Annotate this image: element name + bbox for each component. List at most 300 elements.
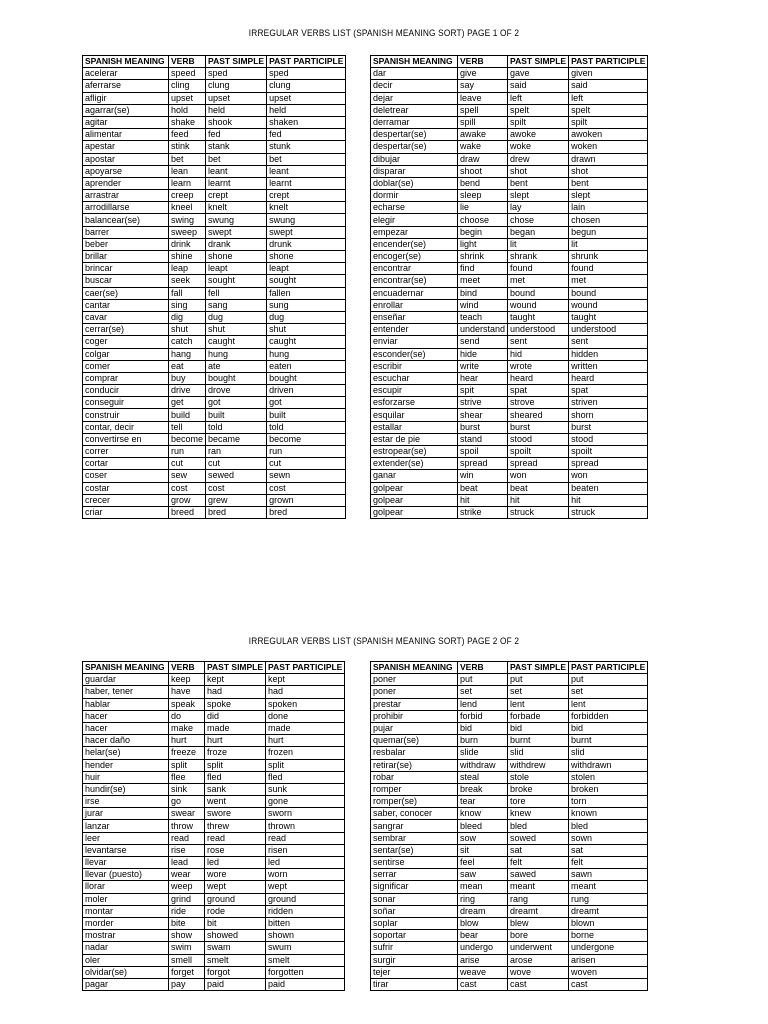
cell-verb: strive (458, 397, 508, 409)
table-row (83, 966, 345, 978)
cell-past-simple: hit (508, 494, 569, 506)
table-row (83, 336, 346, 348)
cell-verb: say (458, 80, 508, 92)
table-row (83, 722, 345, 734)
cell-past-participle: told (267, 421, 346, 433)
cell-verb: shoot (458, 165, 508, 177)
cell-spanish-meaning: afligir (83, 92, 169, 104)
cell-spanish-meaning: dibujar (371, 153, 458, 165)
cell-past-participle: bled (569, 820, 648, 832)
cell-spanish-meaning: balancear(se) (83, 214, 169, 226)
cell-spanish-meaning: estar de pie (371, 433, 458, 445)
table-row (83, 397, 346, 409)
cell-past-simple: made (205, 722, 266, 734)
header-spanish-meaning: SPANISH MEANING (83, 56, 169, 68)
cell-spanish-meaning: estropear(se) (371, 446, 458, 458)
cell-verb: wear (169, 869, 205, 881)
cell-past-simple: slept (508, 190, 569, 202)
cell-verb: shake (169, 116, 206, 128)
cell-spanish-meaning: surgir (371, 954, 458, 966)
table-row (371, 409, 648, 421)
cell-verb: lead (169, 857, 205, 869)
cell-spanish-meaning: costar (83, 482, 169, 494)
cell-past-participle: bid (569, 722, 648, 734)
cell-past-simple: taught (508, 311, 569, 323)
cell-spanish-meaning: esforzarse (371, 397, 458, 409)
cell-spanish-meaning: echarse (371, 202, 458, 214)
cell-past-simple: leapt (206, 263, 267, 275)
cell-past-participle: sworn (266, 808, 345, 820)
cell-past-participle: hidden (569, 348, 648, 360)
cell-verb: hurt (169, 735, 205, 747)
cell-past-simple: wrote (508, 360, 569, 372)
table-row (83, 710, 345, 722)
table-row (371, 942, 648, 954)
table-row (83, 942, 345, 954)
cell-verb: steal (458, 771, 508, 783)
cell-past-simple: held (206, 104, 267, 116)
cell-verb: bind (458, 287, 508, 299)
cell-spanish-meaning: soportar (371, 930, 458, 942)
table-row (83, 494, 346, 506)
cell-verb: understand (458, 324, 508, 336)
cell-past-simple: shook (206, 116, 267, 128)
cell-verb: spit (458, 385, 508, 397)
cell-past-simple: bred (206, 506, 267, 518)
cell-spanish-meaning: cortar (83, 458, 169, 470)
cell-past-simple: upset (206, 92, 267, 104)
cell-verb: find (458, 263, 508, 275)
table-row (371, 153, 648, 165)
cell-verb: rise (169, 844, 205, 856)
cell-verb: beat (458, 482, 508, 494)
cell-spanish-meaning: aferrarse (83, 80, 169, 92)
cell-past-participle: split (266, 759, 345, 771)
table-row (371, 857, 648, 869)
cell-verb: keep (169, 674, 205, 686)
table-row (371, 287, 648, 299)
table-row (83, 674, 345, 686)
cell-spanish-meaning: nadar (83, 942, 169, 954)
table-row (83, 820, 345, 832)
cell-past-participle: spat (569, 385, 648, 397)
table-row (371, 893, 648, 905)
cell-past-simple: sat (508, 844, 569, 856)
table-row (371, 385, 648, 397)
cell-spanish-meaning: leer (83, 832, 169, 844)
cell-verb: feel (458, 857, 508, 869)
cell-past-participle: shrunk (569, 251, 648, 263)
cell-verb: learn (169, 177, 206, 189)
table-row (371, 165, 648, 177)
cell-past-participle: cast (569, 978, 648, 990)
cell-verb: hide (458, 348, 508, 360)
cell-past-simple: built (206, 409, 267, 421)
cell-past-participle: held (267, 104, 346, 116)
cell-past-participle: bent (569, 177, 648, 189)
cell-spanish-meaning: despertar(se) (371, 141, 458, 153)
cell-verb: dream (458, 905, 508, 917)
table-row (83, 869, 345, 881)
cell-spanish-meaning: deletrear (371, 104, 458, 116)
cell-spanish-meaning: coger (83, 336, 169, 348)
cell-past-simple: underwent (508, 942, 569, 954)
table-row (83, 202, 346, 214)
cell-past-participle: chosen (569, 214, 648, 226)
cell-past-simple: became (206, 433, 267, 445)
cell-spanish-meaning: criar (83, 506, 169, 518)
cell-past-participle: crept (267, 190, 346, 202)
cell-spanish-meaning: conseguir (83, 397, 169, 409)
table-row (83, 238, 346, 250)
table-row (83, 446, 346, 458)
cell-spanish-meaning: llorar (83, 881, 169, 893)
cell-past-participle: paid (266, 978, 345, 990)
table-row (371, 820, 648, 832)
cell-past-simple: hurt (205, 735, 266, 747)
cell-verb: spell (458, 104, 508, 116)
header-past-participle: PAST PARTICIPLE (569, 56, 648, 68)
cell-verb: dig (169, 311, 206, 323)
cell-past-simple: rose (205, 844, 266, 856)
cell-past-participle: put (569, 674, 648, 686)
cell-past-participle: sunk (266, 783, 345, 795)
table-row (371, 494, 648, 506)
table-row (371, 686, 648, 698)
cell-past-simple: showed (205, 930, 266, 942)
cell-past-participle: bitten (266, 917, 345, 929)
cell-past-participle: shorn (569, 409, 648, 421)
cell-verb: lend (458, 698, 508, 710)
cell-spanish-meaning: cerrar(se) (83, 324, 169, 336)
page-2-right-table (370, 661, 648, 991)
table-row (83, 190, 346, 202)
table-row (83, 263, 346, 275)
cell-spanish-meaning: coser (83, 470, 169, 482)
cell-verb: swear (169, 808, 205, 820)
table-row (371, 275, 648, 287)
table-row (371, 446, 648, 458)
cell-past-simple: spat (508, 385, 569, 397)
cell-verb: know (458, 808, 508, 820)
table-row (83, 857, 345, 869)
table-row (83, 686, 345, 698)
cell-verb: sing (169, 299, 206, 311)
cell-verb: break (458, 783, 508, 795)
cell-verb: shear (458, 409, 508, 421)
cell-past-simple: stole (508, 771, 569, 783)
cell-spanish-meaning: apestar (83, 141, 169, 153)
table-row (371, 978, 648, 990)
cell-verb: strike (458, 506, 508, 518)
cell-spanish-meaning: encuadernar (371, 287, 458, 299)
cell-past-simple: chose (508, 214, 569, 226)
cell-spanish-meaning: tirar (371, 978, 458, 990)
cell-spanish-meaning: pagar (83, 978, 169, 990)
header-spanish-meaning: SPANISH MEANING (371, 662, 458, 674)
cell-past-participle: woven (569, 966, 648, 978)
cell-spanish-meaning: convertirse en (83, 433, 169, 445)
cell-verb: breed (169, 506, 206, 518)
cell-past-simple: smelt (205, 954, 266, 966)
table-row (83, 153, 346, 165)
cell-spanish-meaning: hacer daño (83, 735, 169, 747)
cell-verb: do (169, 710, 205, 722)
cell-verb: run (169, 446, 206, 458)
cell-past-simple: put (508, 674, 569, 686)
cell-verb: freeze (169, 747, 205, 759)
table-row (83, 470, 346, 482)
table-row (371, 966, 648, 978)
cell-spanish-meaning: sonar (371, 893, 458, 905)
cell-spanish-meaning: romper (371, 783, 458, 795)
cell-verb: grow (169, 494, 206, 506)
cell-past-participle: won (569, 470, 648, 482)
cell-past-participle: lent (569, 698, 648, 710)
cell-spanish-meaning: barrer (83, 226, 169, 238)
cell-spanish-meaning: golpear (371, 506, 458, 518)
cell-spanish-meaning: poner (371, 686, 458, 698)
cell-spanish-meaning: mostrar (83, 930, 169, 942)
cell-spanish-meaning: cantar (83, 299, 169, 311)
table-row (371, 747, 648, 759)
cell-past-simple: won (508, 470, 569, 482)
cell-past-participle: woken (569, 141, 648, 153)
cell-verb: split (169, 759, 205, 771)
cell-verb: swing (169, 214, 206, 226)
table-header-row (371, 56, 648, 68)
cell-past-participle: run (267, 446, 346, 458)
cell-past-simple: shrank (508, 251, 569, 263)
cell-past-participle: spoilt (569, 446, 648, 458)
cell-past-participle: stood (569, 433, 648, 445)
cell-spanish-meaning: tejer (371, 966, 458, 978)
cell-past-simple: fled (205, 771, 266, 783)
table-row (83, 92, 346, 104)
table-row (371, 372, 648, 384)
cell-past-simple: cast (508, 978, 569, 990)
cell-past-simple: said (508, 80, 569, 92)
cell-past-simple: crept (206, 190, 267, 202)
table-row (83, 385, 346, 397)
cell-past-participle: eaten (267, 360, 346, 372)
table-row (371, 311, 648, 323)
cell-past-participle: taught (569, 311, 648, 323)
cell-spanish-meaning: soñar (371, 905, 458, 917)
cell-verb: speak (169, 698, 205, 710)
table-row (83, 275, 346, 287)
cell-spanish-meaning: encoger(se) (371, 251, 458, 263)
cell-spanish-meaning: empezar (371, 226, 458, 238)
cell-past-simple: bought (206, 372, 267, 384)
cell-past-simple: lent (508, 698, 569, 710)
cell-spanish-meaning: sangrar (371, 820, 458, 832)
cell-past-simple: slid (508, 747, 569, 759)
cell-past-participle: sawn (569, 869, 648, 881)
table-row (371, 238, 648, 250)
cell-past-simple: sent (508, 336, 569, 348)
table-row (83, 698, 345, 710)
cell-spanish-meaning: arrastrar (83, 190, 169, 202)
cell-past-simple: wore (205, 869, 266, 881)
cell-past-simple: drew (508, 153, 569, 165)
cell-spanish-meaning: comprar (83, 372, 169, 384)
cell-past-simple: bet (206, 153, 267, 165)
cell-past-simple: left (508, 92, 569, 104)
cell-past-simple: shot (508, 165, 569, 177)
cell-past-participle: kept (266, 674, 345, 686)
table-row (371, 674, 648, 686)
cell-verb: meet (458, 275, 508, 287)
cell-past-simple: sewed (206, 470, 267, 482)
cell-spanish-meaning: lanzar (83, 820, 169, 832)
cell-past-participle: hit (569, 494, 648, 506)
cell-verb: fall (169, 287, 206, 299)
cell-past-participle: spelt (569, 104, 648, 116)
cell-spanish-meaning: hacer (83, 710, 169, 722)
cell-past-participle: blown (569, 917, 648, 929)
cell-past-simple: had (205, 686, 266, 698)
cell-past-simple: caught (206, 336, 267, 348)
cell-past-simple: spoilt (508, 446, 569, 458)
cell-past-participle: sown (569, 832, 648, 844)
cell-past-simple: sowed (508, 832, 569, 844)
cell-past-participle: spread (569, 458, 648, 470)
cell-past-simple: understood (508, 324, 569, 336)
cell-spanish-meaning: saber, conocer (371, 808, 458, 820)
table-row (83, 433, 346, 445)
cell-verb: blow (458, 917, 508, 929)
cell-spanish-meaning: escribir (371, 360, 458, 372)
table-row (371, 482, 648, 494)
cell-spanish-meaning: dormir (371, 190, 458, 202)
cell-past-participle: ridden (266, 905, 345, 917)
cell-spanish-meaning: buscar (83, 275, 169, 287)
cell-past-participle: said (569, 80, 648, 92)
cell-verb: seek (169, 275, 206, 287)
table-row (83, 409, 346, 421)
table-row (371, 759, 648, 771)
cell-verb: bleed (458, 820, 508, 832)
page-1-right-table (370, 55, 648, 519)
cell-past-participle: wound (569, 299, 648, 311)
cell-past-simple: tore (508, 796, 569, 808)
cell-past-participle: upset (267, 92, 346, 104)
cell-past-participle: learnt (267, 177, 346, 189)
cell-verb: set (458, 686, 508, 698)
cell-spanish-meaning: llevar (puesto) (83, 869, 169, 881)
cell-spanish-meaning: correr (83, 446, 169, 458)
table-row (371, 397, 648, 409)
cell-past-participle: worn (266, 869, 345, 881)
cell-past-participle: given (569, 68, 648, 80)
cell-verb: weave (458, 966, 508, 978)
table-row (83, 251, 346, 263)
cell-verb: spoil (458, 446, 508, 458)
cell-verb: build (169, 409, 206, 421)
table-header-row (83, 56, 346, 68)
table-row (83, 129, 346, 141)
table-row (371, 141, 648, 153)
cell-past-simple: sank (205, 783, 266, 795)
cell-verb: leave (458, 92, 508, 104)
header-verb: VERB (169, 662, 205, 674)
cell-verb: kneel (169, 202, 206, 214)
cell-past-simple: beat (508, 482, 569, 494)
cell-spanish-meaning: hacer (83, 722, 169, 734)
cell-spanish-meaning: cavar (83, 311, 169, 323)
cell-past-simple: dug (206, 311, 267, 323)
cell-spanish-meaning: soplar (371, 917, 458, 929)
header-verb: VERB (458, 56, 508, 68)
cell-spanish-meaning: jurar (83, 808, 169, 820)
cell-past-participle: met (569, 275, 648, 287)
cell-past-participle: drawn (569, 153, 648, 165)
cell-past-participle: sewn (267, 470, 346, 482)
table-row (371, 881, 648, 893)
cell-spanish-meaning: montar (83, 905, 169, 917)
cell-verb: put (458, 674, 508, 686)
cell-verb: stink (169, 141, 206, 153)
table-row (371, 796, 648, 808)
table-row (371, 433, 648, 445)
cell-spanish-meaning: robar (371, 771, 458, 783)
cell-spanish-meaning: huir (83, 771, 169, 783)
cell-past-participle: begun (569, 226, 648, 238)
table-row (83, 141, 346, 153)
table-row (371, 808, 648, 820)
cell-past-participle: sat (569, 844, 648, 856)
table-row (371, 722, 648, 734)
cell-past-simple: kept (205, 674, 266, 686)
cell-spanish-meaning: sentar(se) (371, 844, 458, 856)
cell-past-simple: told (206, 421, 267, 433)
table-row (371, 263, 648, 275)
table-row (83, 348, 346, 360)
cell-past-participle: left (569, 92, 648, 104)
cell-past-participle: sent (569, 336, 648, 348)
cell-verb: saw (458, 869, 508, 881)
cell-spanish-meaning: enrollar (371, 299, 458, 311)
cell-past-simple: knelt (206, 202, 267, 214)
cell-spanish-meaning: apoyarse (83, 165, 169, 177)
table-row (371, 917, 648, 929)
cell-past-simple: sought (206, 275, 267, 287)
cell-past-simple: stank (206, 141, 267, 153)
cell-verb: cast (458, 978, 508, 990)
table-row (371, 348, 648, 360)
cell-verb: send (458, 336, 508, 348)
cell-spanish-meaning: extender(se) (371, 458, 458, 470)
cell-past-participle: shown (266, 930, 345, 942)
cell-past-participle: burnt (569, 735, 648, 747)
table-row (83, 930, 345, 942)
cell-spanish-meaning: sentirse (371, 857, 458, 869)
table-row (371, 177, 648, 189)
cell-spanish-meaning: dar (371, 68, 458, 80)
page-1-title: IRREGULAR VERBS LIST (SPANISH MEANING SORT) PAGE 1 OF 2 (248, 28, 520, 38)
cell-spanish-meaning: acelerar (83, 68, 169, 80)
cell-past-simple: spelt (508, 104, 569, 116)
cell-verb: leap (169, 263, 206, 275)
cell-verb: draw (458, 153, 508, 165)
cell-verb: sow (458, 832, 508, 844)
cell-past-simple: split (205, 759, 266, 771)
cell-past-participle: bought (267, 372, 346, 384)
header-past-simple: PAST SIMPLE (508, 662, 569, 674)
cell-spanish-meaning: guardar (83, 674, 169, 686)
cell-past-participle: shut (267, 324, 346, 336)
